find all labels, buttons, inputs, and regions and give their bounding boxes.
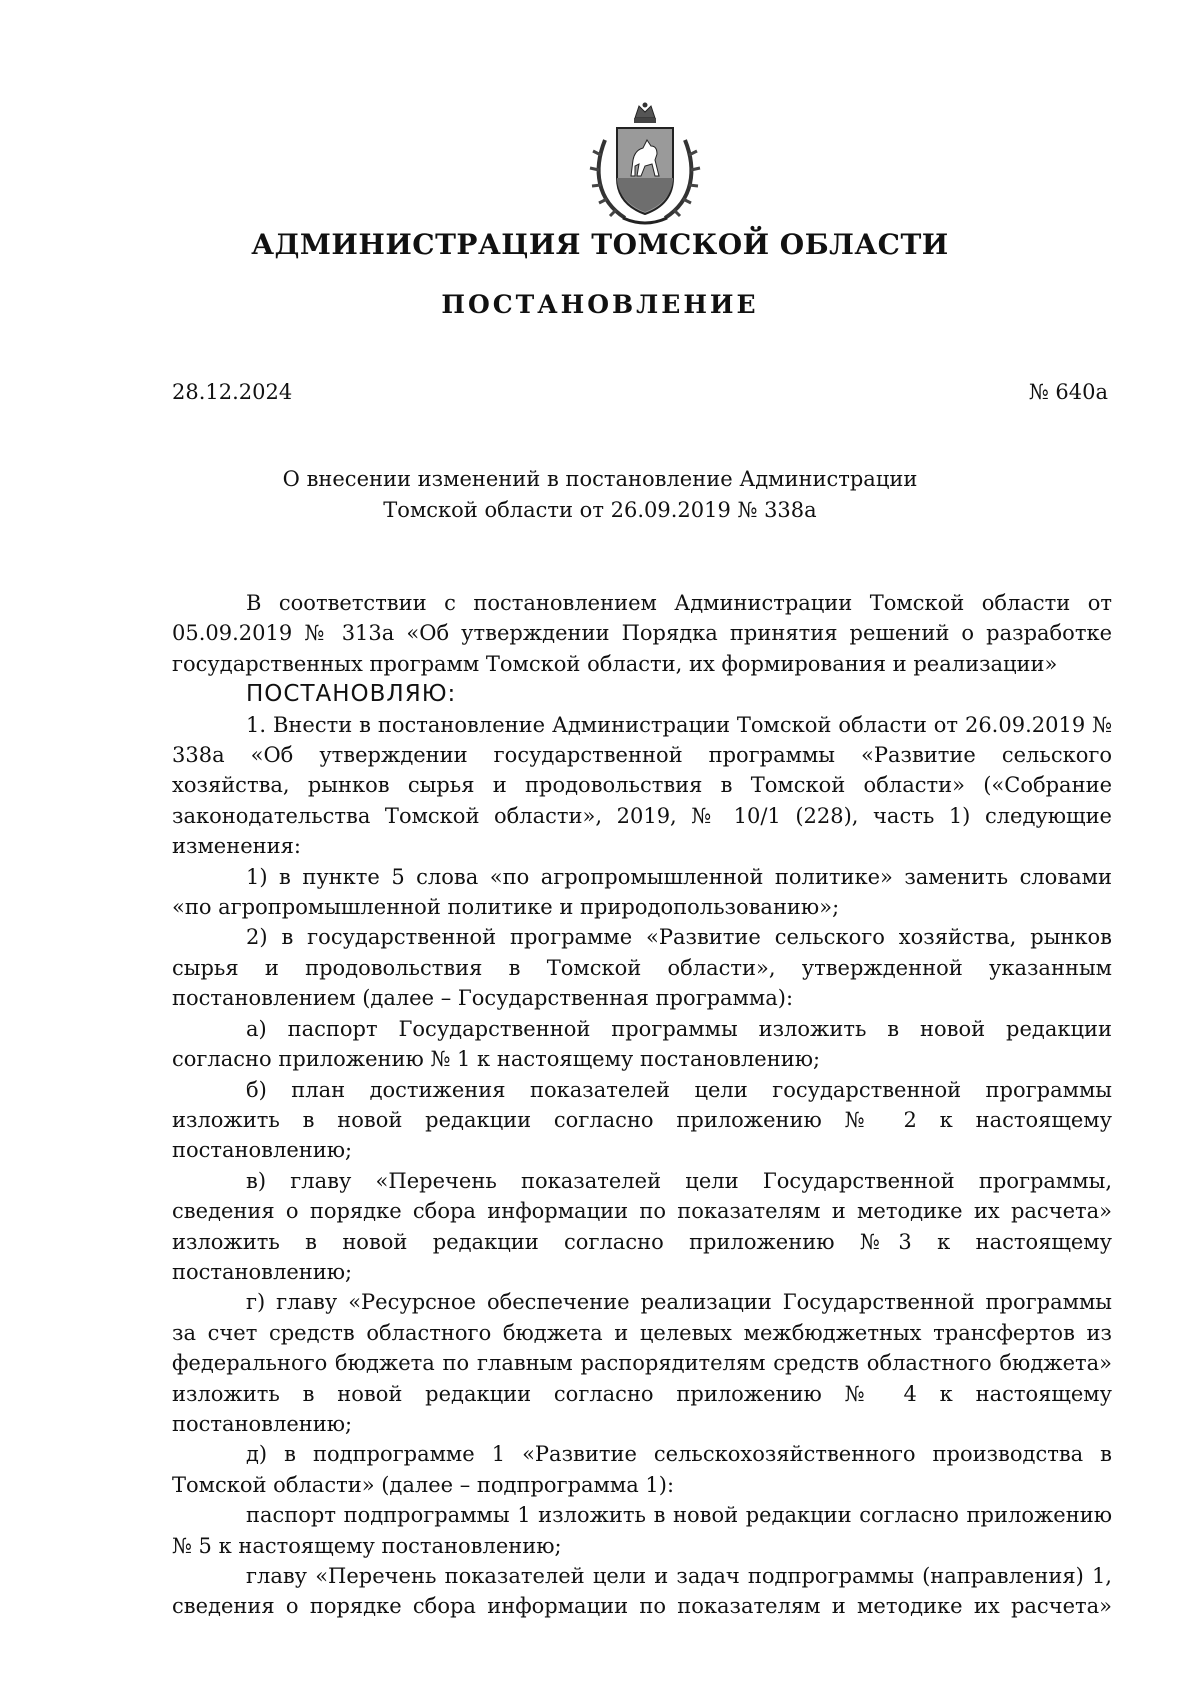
body-paragraph: В соответствии с постановлением Администрации Томской области от 05.09.2019 № 313а «Об утверждении Порядка принятия решений о разработке государственных программ Томской области, их формирования и реализации» [172, 591, 1112, 676]
body-paragraph: главу «Перечень показателей цели и задач подпрограммы (направления) 1, сведения о порядке сбора информации по показателям и методике их расчета» [172, 1564, 1112, 1619]
body-paragraph: паспорт подпрограммы 1 изложить в новой редакции согласно приложению № 5 к настоящему постановлению; [172, 1503, 1112, 1558]
body-paragraph: г) главу «Ресурсное обеспечение реализации Государственной программы за счет средств областного бюджета и целевых межбюджетных трансфертов из федерального бюджета по главным распорядителям средств областного бюджета» изложить в новой редакции согласно приложению № 4 к настоящему постановлению; [172, 1290, 1112, 1436]
tomsk-coat-of-arms-icon [585, 100, 705, 230]
document-body [172, 588, 1112, 1622]
document-number: № 640а [1028, 380, 1108, 404]
organization-title: АДМИНИСТРАЦИЯ ТОМСКОЙ ОБЛАСТИ [251, 228, 949, 261]
body-paragraph: 2) в государственной программе «Развитие сельского хозяйства, рынков сырья и продовольствия в Томской области», утвержденной указанным постановлением (далее – Государственная программа): [172, 925, 1112, 1011]
subject-line-1: О внесении изменений в постановление Администрации [282, 467, 918, 491]
document-subject [0, 464, 1200, 526]
document-type: ПОСТАНОВЛЕНИЕ [441, 290, 759, 319]
body-paragraph: 1) в пункте 5 слова «по агропромышленной политике» заменить словами «по агропромышленной политике и природопользованию»; [172, 864, 1112, 920]
subject-line-2: Томской области от 26.09.2019 № 338а [383, 498, 817, 522]
body-paragraph: а) паспорт Государственной программы изложить в новой редакции согласно приложению № 1 к настоящему постановлению; [172, 1016, 1112, 1072]
body-paragraph: б) план достижения показателей цели государственной программы изложить в новой редакции согласно приложению № 2 к настоящему постановлению; [172, 1077, 1112, 1163]
body-paragraph: в) главу «Перечень показателей цели Государственной программы, сведения о порядке сбора информации по показателям и методике их расчета» изложить в новой редакции согласно приложению №3 к настоящему постановлению; [172, 1168, 1112, 1284]
document-date: 28.12.2024 [172, 380, 293, 404]
body-paragraph: д) в подпрограмме 1 «Развитие сельскохозяйственного производства в Томской области» (далее – подпрограмма 1): [172, 1442, 1112, 1497]
decree-heading: ПОСТАНОВЛЯЮ: [246, 681, 457, 708]
body-paragraph: 1. Внести в постановление Администрации Томской области от 26.09.2019 № 338а «Об утверждении государственной программы «Развитие сельского хозяйства, рынков сырья и продовольствия в Томской области» («Собрание законодательства Томской области», 2019, № 10/1 (228), часть 1) следующие изменения: [172, 712, 1112, 859]
